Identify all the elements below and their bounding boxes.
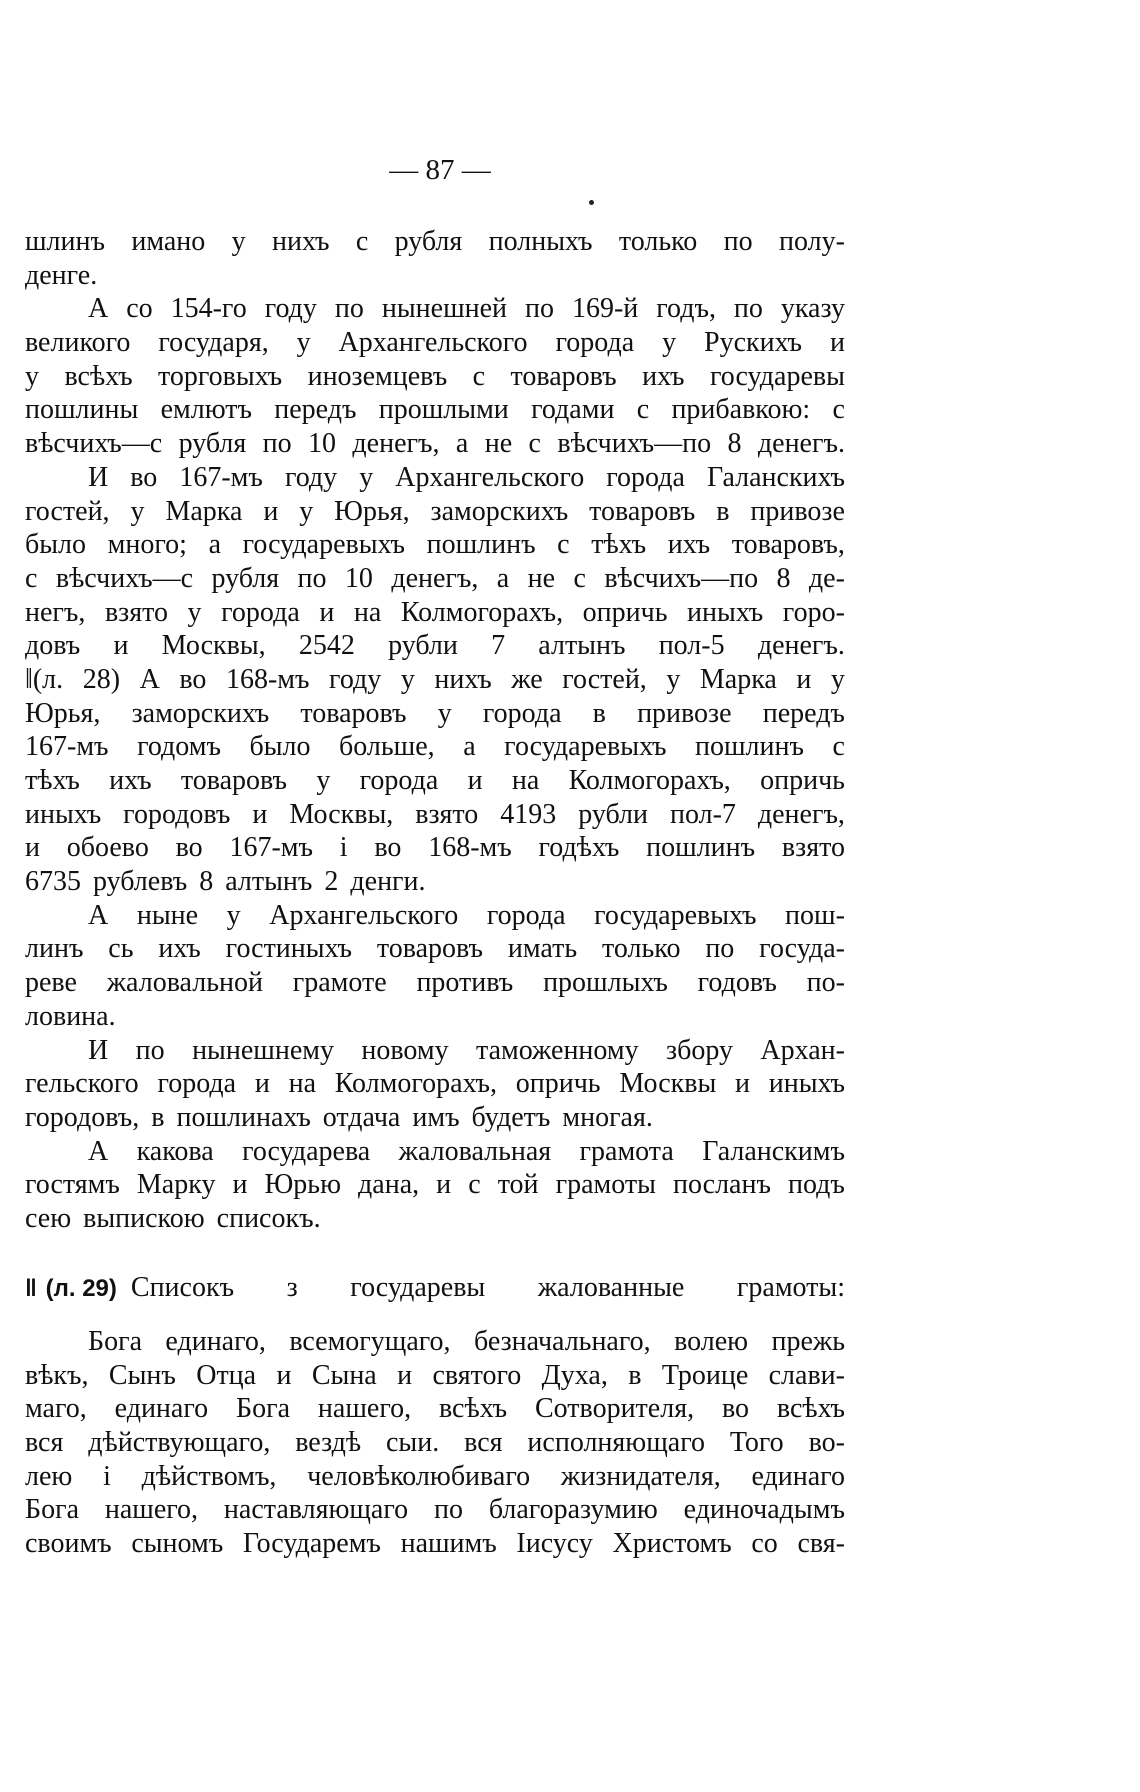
folio-bar: ‖: [25, 1275, 35, 1302]
text-line: гостямъ Марку и Юрью дана, и с той грамоты посланъ подъ: [25, 1169, 845, 1201]
text-line: денге.: [25, 259, 98, 291]
text-line: иныхъ городовъ и Москвы, взято 4193 рубли пол-7 денегъ,: [25, 798, 845, 830]
text-line: А со 154-го году по нынешней по 169-й годъ, по указу: [88, 293, 845, 325]
text-line: вся дѣйствующаго, вездѣ сыи. вся исполняющаго Того во-: [25, 1427, 845, 1459]
text-line: гельского города и на Колмогорахъ, опричь Москвы и иныхъ: [25, 1068, 845, 1100]
section-heading: [25, 1270, 845, 1307]
text-line: лею і дѣйствомъ, человѣколюбиваго жизнидателя, единаго: [25, 1460, 845, 1492]
text-line: Юрья, заморскихъ товаровъ у города в привозе передъ: [25, 697, 845, 729]
text-line: И по нынешнему новому таможенному збору Архан-: [88, 1034, 845, 1066]
page-number: — 87 —: [389, 154, 491, 186]
text-line: шлинъ имано у нихъ с рубля полныхъ только по полу-: [25, 226, 845, 257]
text-line: своимъ сыномъ Государемъ нашимъ Іисусу Христомъ со свя-: [25, 1528, 845, 1560]
text-line: А ныне у Архангельского города государевыхъ пош-: [88, 899, 845, 931]
text-line: довъ и Москвы, 2542 рубли 7 алтынъ пол-5 денегъ.: [25, 630, 845, 662]
text-line: с вѣсчихъ—с рубля по 10 денегъ, а не с вѣсчихъ—по 8 де-: [25, 562, 845, 594]
text-line: ловина.: [25, 1000, 116, 1032]
text-line: у всѣхъ торговыхъ иноземцевъ с товаровъ ихъ государевы: [25, 360, 845, 392]
text-line: И во 167-мъ году у Архангельского города Галанскихъ: [88, 461, 845, 493]
text-block-top: [25, 225, 845, 1236]
text-line: вѣсчихъ—с рубля по 10 денегъ, а не с вѣсчихъ—по 8 денегъ.: [25, 428, 845, 460]
text-line: пошлины емлютъ передъ прошлыми годами с прибавкою: с: [25, 394, 845, 426]
heading-text: Списокъ з государевы жалованные грамоты:: [130, 1272, 845, 1303]
text-line: Бога единаго, всемогущаго, безначальнаго, волею прежь: [88, 1326, 845, 1357]
heading-folio: [25, 1270, 117, 1307]
text-line: великого государя, у Архангельского города у Рускихъ и: [25, 327, 845, 359]
text-line: линъ сь ихъ гостиныхъ товаровъ имать только по госуда-: [25, 933, 845, 965]
text-line: негъ, взято у города и на Колмогорахъ, опричь иныхъ горо-: [25, 596, 845, 628]
text-line: вѣкъ, Сынъ Отца и Сына и святого Духа, в Троице слави-: [25, 1359, 845, 1391]
folio-marker: [25, 1275, 117, 1302]
text-line: А какова государева жаловальная грамота Галанскимъ: [88, 1135, 845, 1167]
text-line: тѣхъ ихъ товаровъ у города и на Колмогорахъ, опричь: [25, 765, 845, 796]
text-line: было много; а государевыхъ пошлинъ с тѣхъ ихъ товаровъ,: [25, 529, 845, 561]
print-speck: [589, 200, 594, 205]
text-line: ‖(л. 28) А во 168-мъ году у нихъ же гостей, у Марка и у: [25, 663, 845, 695]
text-line: 6735 рублевъ 8 алтынъ 2 денги.: [25, 866, 426, 898]
text-block-bottom: [25, 1325, 845, 1561]
text-line: 167-мъ годомъ было больше, а государевыхъ пошлинъ с: [25, 731, 845, 763]
text-line: маго, единаго Бога нашего, всѣхъ Сотворителя, во всѣхъ: [25, 1393, 845, 1425]
text-line: гостей, у Марка и у Юрья, заморскихъ товаровъ в привозе: [25, 495, 845, 527]
text-line: городовъ, в пошлинахъ отдача имъ будетъ многая.: [25, 1101, 653, 1133]
text-line: реве жаловальной грамоте противъ прошлыхъ годовъ по-: [25, 967, 845, 999]
text-line: и обоево во 167-мъ і во 168-мъ годѣхъ пошлинъ взято: [25, 832, 845, 864]
folio-label: (л. 29): [45, 1275, 117, 1302]
text-line: сею выпискою списокъ.: [25, 1202, 321, 1234]
text-line: Бога нашего, наставляющаго по благоразумию единочадымъ: [25, 1494, 845, 1526]
